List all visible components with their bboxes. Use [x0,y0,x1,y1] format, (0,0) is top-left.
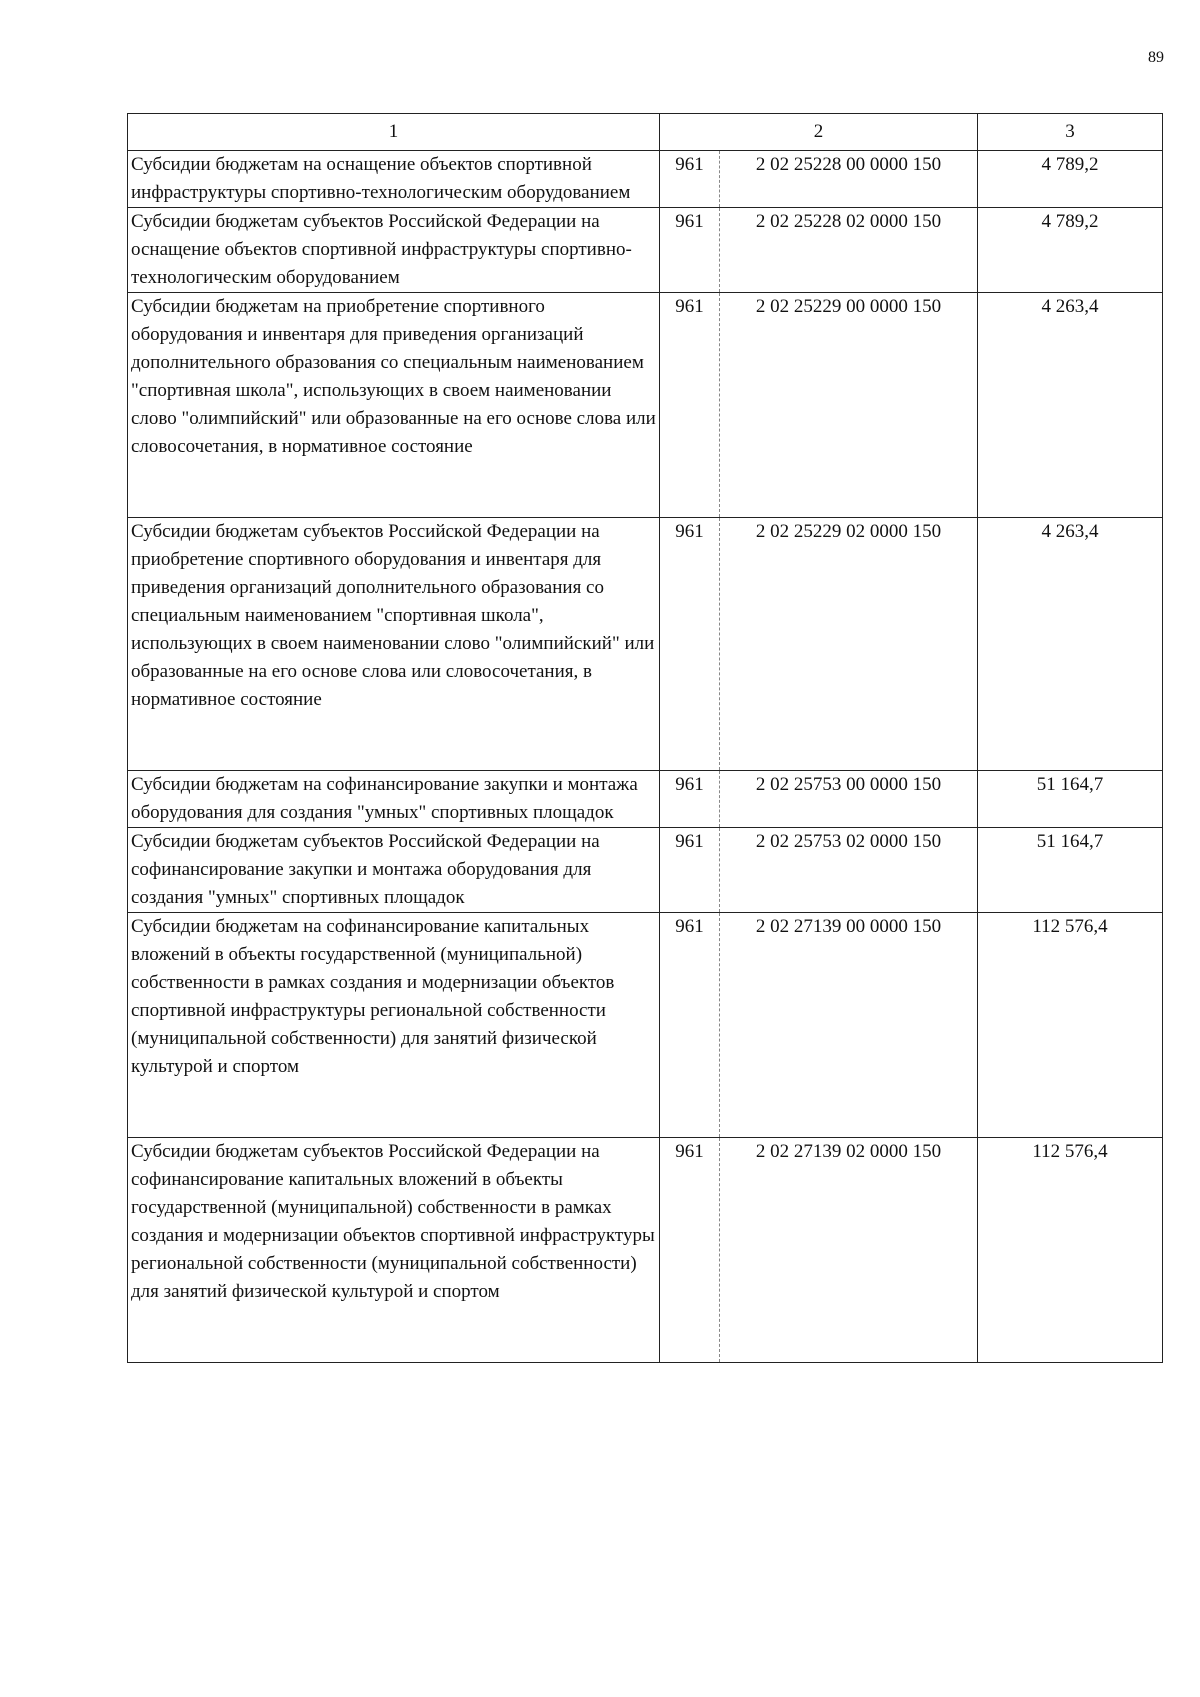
row-budget-code: 2 02 27139 02 0000 150 [720,1138,978,1363]
row-amount: 4 789,2 [978,208,1163,293]
row-admin-code: 961 [660,771,720,828]
table-row [128,828,1163,913]
row-amount: 51 164,7 [978,771,1163,828]
row-name: Субсидии бюджетам субъектов Российской Федерации на приобретение спортивного оборудования и инвентаря для приведения организаций дополнительного образования со специальным наименованием "спортивная школа", использующих в своем наименовании слово "олимпийский" или образованные на его основе слова или словосочетания, в нормативное состояние [128,518,660,771]
row-name: Субсидии бюджетам на софинансирование закупки и монтажа оборудования для создания "умных" спортивных площадок [128,771,660,828]
table-row [128,208,1163,293]
row-amount: 4 263,4 [978,518,1163,771]
row-admin-code: 961 [660,913,720,1138]
table-row [128,151,1163,208]
row-name: Субсидии бюджетам на приобретение спортивного оборудования и инвентаря для приведения организаций дополнительного образования со специальным наименованием "спортивная школа", использующих в своем наименовании слово "олимпийский" или образованные на его основе слова или словосочетания, в нормативное состояние [128,293,660,518]
table-row [128,518,1163,771]
table-row [128,1138,1163,1363]
row-amount: 112 576,4 [978,1138,1163,1363]
column-header-3: 3 [978,114,1163,151]
column-header-2: 2 [660,114,978,151]
row-amount: 4 263,4 [978,293,1163,518]
row-amount: 4 789,2 [978,151,1163,208]
row-budget-code: 2 02 25228 00 0000 150 [720,151,978,208]
row-name: Субсидии бюджетам субъектов Российской Федерации на софинансирование закупки и монтажа оборудования для создания "умных" спортивных площадок [128,828,660,913]
row-name: Субсидии бюджетам субъектов Российской Федерации на софинансирование капитальных вложений в объекты государственной (муниципальной) собственности в рамках создания и модернизации объектов спортивной инфраструктуры региональной собственности (муниципальной собственности) для занятий физической культурой и спортом [128,1138,660,1363]
row-budget-code: 2 02 25228 02 0000 150 [720,208,978,293]
row-admin-code: 961 [660,208,720,293]
row-budget-code: 2 02 25229 02 0000 150 [720,518,978,771]
row-budget-code: 2 02 25753 00 0000 150 [720,771,978,828]
row-name: Субсидии бюджетам субъектов Российской Федерации на оснащение объектов спортивной инфраструктуры спортивно-технологическим оборудованием [128,208,660,293]
row-admin-code: 961 [660,828,720,913]
row-admin-code: 961 [660,151,720,208]
row-admin-code: 961 [660,293,720,518]
row-admin-code: 961 [660,1138,720,1363]
row-budget-code: 2 02 25753 02 0000 150 [720,828,978,913]
row-name: Субсидии бюджетам на софинансирование капитальных вложений в объекты государственной (муниципальной) собственности в рамках создания и модернизации объектов спортивной инфраструктуры региональной собственности (муниципальной собственности) для занятий физической культурой и спортом [128,913,660,1138]
table-row [128,293,1163,518]
row-amount: 112 576,4 [978,913,1163,1138]
table-header-row [128,114,1163,151]
row-amount: 51 164,7 [978,828,1163,913]
page-number: 89 [1148,49,1164,66]
table-row [128,913,1163,1138]
row-budget-code: 2 02 27139 00 0000 150 [720,913,978,1138]
column-header-1: 1 [128,114,660,151]
table-row [128,771,1163,828]
row-admin-code: 961 [660,518,720,771]
row-name: Субсидии бюджетам на оснащение объектов спортивной инфраструктуры спортивно-технологическим оборудованием [128,151,660,208]
row-budget-code: 2 02 25229 00 0000 150 [720,293,978,518]
budget-table [127,113,1163,1363]
